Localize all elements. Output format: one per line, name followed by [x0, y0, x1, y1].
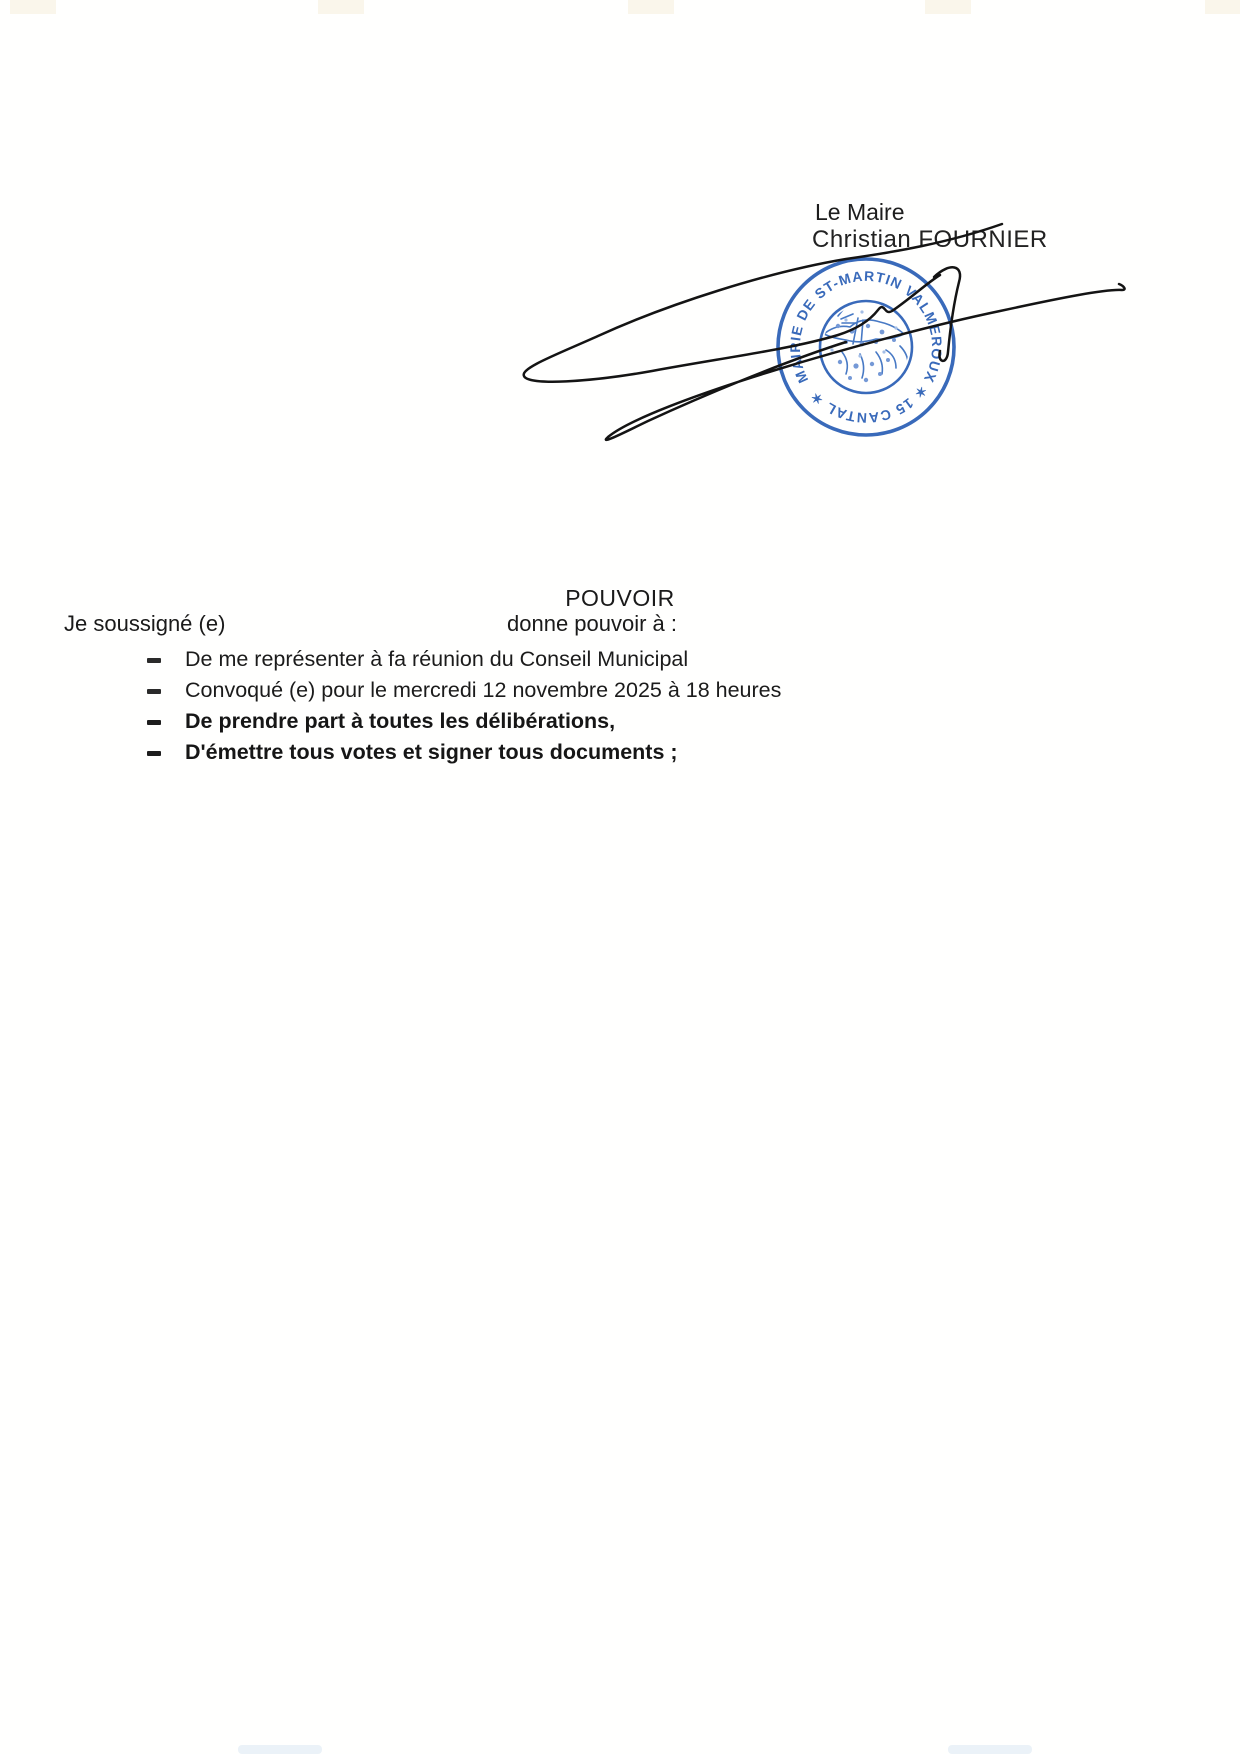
- bullet-item-text: D'émettre tous votes et signer tous documents ;: [185, 740, 678, 764]
- scan-artifact: [10, 0, 56, 14]
- scan-artifact: [318, 0, 364, 14]
- bullet-item-text: De me représenter à fa réunion du Conseil Municipal: [185, 647, 689, 671]
- scan-artifact: [925, 0, 971, 14]
- svg-text:MAIRIE DE ST-MARTIN VALMEROUX: [787, 268, 945, 426]
- signatory-name: Christian FOURNIER: [812, 226, 1048, 253]
- bullet-list: [0, 646, 1240, 770]
- bullet-item: [0, 677, 1240, 708]
- scan-artifact: [948, 1745, 1032, 1754]
- stamp-ring-text: MAIRIE DE ST-MARTIN VALMEROUX ✶ 15 CANTAL ✶: [786, 267, 946, 427]
- dash-bullet-icon: [147, 658, 161, 663]
- bullet-item: [0, 646, 1240, 677]
- bullet-item: [0, 708, 1240, 739]
- dash-bullet-icon: [147, 689, 161, 694]
- dash-bullet-icon: [147, 751, 161, 756]
- scan-artifact: [628, 0, 674, 14]
- dash-bullet-icon: [147, 720, 161, 725]
- stamp-emblem-icon: [824, 303, 908, 382]
- bullet-item-text: Convoqué (e) pour le mercredi 12 novembre 2025 à 18 heures: [185, 678, 782, 702]
- municipal-stamp-icon: [778, 259, 954, 435]
- grant-clause-label: donne pouvoir à :: [507, 611, 678, 636]
- scan-artifact: [1205, 0, 1240, 14]
- subscriber-line: [0, 611, 1240, 639]
- scan-artifact: [238, 1745, 322, 1754]
- role-label: Le Maire: [815, 199, 905, 225]
- signature: [524, 224, 1125, 440]
- bullet-item: [0, 739, 1240, 770]
- document-title: POUVOIR: [565, 585, 675, 611]
- subscriber-label: Je soussigné (e): [64, 611, 226, 636]
- bullet-item-text: De prendre part à toutes les délibérations,: [185, 709, 616, 733]
